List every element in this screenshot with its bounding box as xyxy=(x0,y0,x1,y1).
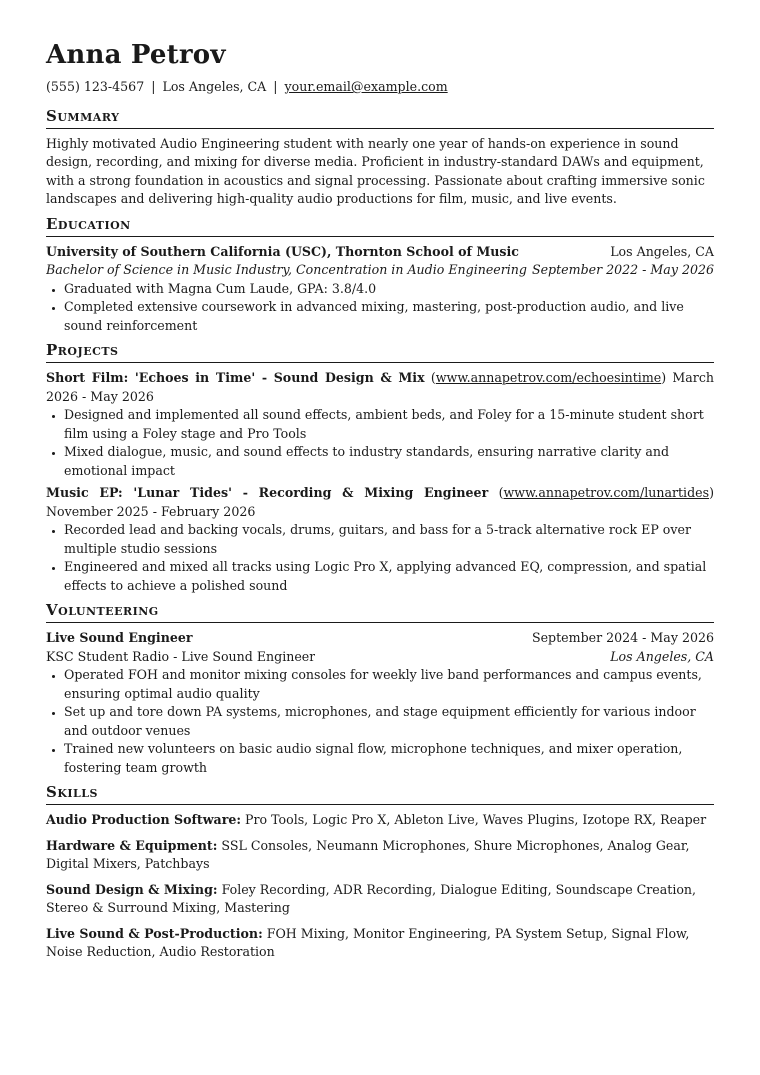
education-header-row xyxy=(46,243,714,262)
list-item: • Graduated with Magna Cum Laude, GPA: 3.8/4.0 xyxy=(64,280,714,299)
projects-section xyxy=(46,341,714,595)
volunteer-organization: KSC Student Radio - Live Sound Engineer xyxy=(46,648,316,664)
project-dates: March 2026 - May 2026 xyxy=(46,370,714,404)
education-section xyxy=(46,215,714,336)
summary-heading: Summary xyxy=(46,107,714,129)
list-item: • Designed and implemented all sound effects, ambient beds, and Foley for a 15-minute student short film using a Foley stage and Pro Tools xyxy=(64,406,714,443)
list-item: • Set up and tore down PA systems, microphones, and stage equipment efficiently for various indoor and outdoor venues xyxy=(64,703,714,740)
list-item: • Engineered and mixed all tracks using Logic Pro X, applying advanced EQ, compression, and spatial effects to achieve a polished sound xyxy=(64,558,714,595)
summary-text: Highly motivated Audio Engineering student with nearly one year of hands-on experience in sound design, recording, and mixing for diverse media. Proficient in industry-standard DAWs and equipment, with a strong foundation in acoustics and signal processing. Passionate about crafting immersive sonic landscapes and delivering high-quality audio productions for film, music, and live events. xyxy=(46,135,705,206)
project-link[interactable]: www.annapetrov.com/echoesintime xyxy=(435,370,662,385)
skill-row xyxy=(46,837,714,874)
list-item: • Completed extensive coursework in advanced mixing, mastering, post-production audio, and live sound reinforcement xyxy=(64,298,714,335)
skill-row xyxy=(46,925,714,962)
volunteering-heading: Volunteering xyxy=(46,601,714,623)
school-location: Los Angeles, CA xyxy=(610,243,714,259)
skill-value: FOH Mixing, Monitor Engineering, PA System Setup, Signal Flow, Noise Reduction, Audio Restoration xyxy=(46,925,690,959)
contact-separator: | xyxy=(273,79,278,94)
contact-line xyxy=(46,78,714,97)
skill-value: SSL Consoles, Neumann Microphones, Shure Microphones, Analog Gear, Digital Mixers, Patchbays xyxy=(46,837,690,871)
list-item: • Operated FOH and monitor mixing consoles for weekly live band performances and campus events, ensuring optimal audio quality xyxy=(64,666,714,703)
skill-label: Live Sound & Post-Production: xyxy=(46,925,263,941)
project-dates: November 2025 - February 2026 xyxy=(46,503,256,519)
education-heading: Education xyxy=(46,215,714,237)
project-entry xyxy=(46,369,714,480)
skill-label: Sound Design & Mixing: xyxy=(46,881,218,897)
volunteer-location: Los Angeles, CA xyxy=(610,648,714,664)
skill-label: Audio Production Software: xyxy=(46,812,242,827)
skill-value: Foley Recording, ADR Recording, Dialogue Editing, Soundscape Creation, Stereo & Surround Mixing, Mastering xyxy=(46,881,697,915)
volunteer-org-row xyxy=(46,648,714,667)
project-header: Music EP: 'Lunar Tides' - Recording & Mixing Engineer (www.annapetrov.com/lunartides) November 2025 - February 2026 xyxy=(46,485,714,519)
volunteer-dates: September 2024 - May 2026 xyxy=(531,630,714,645)
list-item: • Recorded lead and backing vocals, drums, guitars, and bass for a 5-track alternative rock EP over multiple studio sessions xyxy=(64,521,714,558)
project-bullets xyxy=(46,521,714,595)
project-entry xyxy=(46,484,714,595)
education-dates: September 2022 - May 2026 xyxy=(531,262,714,277)
skill-row xyxy=(46,881,714,918)
email-link[interactable]: your.email@example.com xyxy=(284,79,448,94)
skills-heading: Skills xyxy=(46,783,714,805)
volunteering-section xyxy=(46,601,714,777)
summary-section xyxy=(46,107,714,209)
skill-value: Pro Tools, Logic Pro X, Ableton Live, Waves Plugins, Izotope RX, Reaper xyxy=(245,812,707,827)
project-name: Music EP: 'Lunar Tides' - Recording & Mixing Engineer xyxy=(46,485,489,500)
project-header: Short Film: 'Echoes in Time' - Sound Design & Mix (www.annapetrov.com/echoesintime) March 2026 - May 2026 xyxy=(46,370,714,404)
candidate-name: Anna Petrov xyxy=(46,40,226,70)
education-bullets xyxy=(46,280,714,336)
list-item: • Mixed dialogue, music, and sound effects to industry standards, ensuring narrative clarity and emotional impact xyxy=(64,443,714,480)
volunteer-bullets xyxy=(46,666,714,777)
degree-row xyxy=(46,261,714,280)
degree-name: Bachelor of Science in Music Industry, Concentration in Audio Engineering xyxy=(46,262,527,277)
project-link[interactable]: www.annapetrov.com/lunartides xyxy=(503,485,710,500)
project-bullets xyxy=(46,406,714,480)
skills-section xyxy=(46,783,714,962)
volunteer-role: Live Sound Engineer xyxy=(46,630,193,645)
contact-separator: | xyxy=(151,79,156,94)
location: Los Angeles, CA xyxy=(162,79,267,94)
skill-row xyxy=(46,811,714,830)
project-name: Short Film: 'Echoes in Time' - Sound Design & Mix xyxy=(46,370,425,385)
skill-label: Hardware & Equipment: xyxy=(46,837,218,853)
list-item: • Trained new volunteers on basic audio signal flow, microphone techniques, and mixer operation, fostering team growth xyxy=(64,740,714,777)
school-name: University of Southern California (USC), Thornton School of Music xyxy=(46,243,519,259)
phone-number: (555) 123-4567 xyxy=(46,79,145,94)
volunteer-header-row xyxy=(46,629,714,648)
projects-heading: Projects xyxy=(46,341,714,363)
